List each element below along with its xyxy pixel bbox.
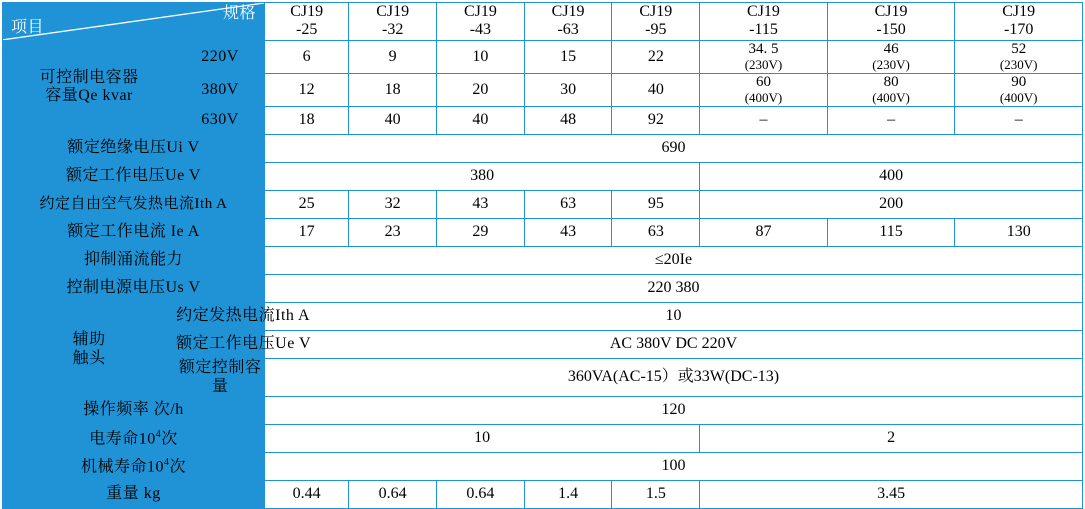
- row-rated-insulation-voltage: [3, 135, 1083, 163]
- row-label: 额定工作电压Ue V: [176, 331, 265, 359]
- aux-group-label: [3, 303, 176, 397]
- cell-value: 23: [349, 219, 437, 247]
- model-header: CJ19 -95: [612, 3, 700, 41]
- cell-value: –: [827, 107, 955, 135]
- table-header-row: [3, 3, 1083, 41]
- corner-right-label: 规格: [223, 5, 257, 22]
- cell-value: 43: [524, 219, 612, 247]
- row-label: 额定工作电流 Ie A: [3, 219, 265, 247]
- cell-value: 92: [612, 107, 700, 135]
- cell-value: 380: [265, 163, 700, 191]
- row-rated-operating-current: [3, 219, 1083, 247]
- cell-value: 90 (400V): [955, 73, 1083, 106]
- cell-value: 115: [827, 219, 955, 247]
- model-header: CJ19 -25: [265, 3, 349, 41]
- cell-value: 30: [524, 73, 612, 106]
- model-header: CJ19 -115: [700, 3, 828, 41]
- cell-value: 120: [265, 396, 1083, 424]
- cell-value: 10: [437, 40, 525, 73]
- cell-value: 52 (230V): [955, 40, 1083, 73]
- row-mechanical-life: [3, 452, 1083, 480]
- cell-value: 17: [265, 219, 349, 247]
- cell-value: 360VA(AC-15）或33W(DC-13): [265, 359, 1083, 397]
- cell-value: 6: [265, 40, 349, 73]
- cell-value: 63: [524, 191, 612, 219]
- row-label: 约定发热电流Ith A: [176, 303, 265, 331]
- aux-label-line2: 触头: [72, 349, 106, 367]
- model-header: CJ19 -150: [827, 3, 955, 41]
- cell-value: 0.44: [265, 480, 349, 508]
- cell-value: 60 (400V): [700, 73, 828, 106]
- cell-value: 40: [612, 73, 700, 106]
- cell-value: ≤20Ie: [265, 247, 1083, 275]
- row-electrical-life: [3, 424, 1083, 452]
- cell-value: 87: [700, 219, 828, 247]
- cell-value: 48: [524, 107, 612, 135]
- cell-value: 20: [437, 73, 525, 106]
- cell-value: 18: [265, 107, 349, 135]
- cell-value: 100: [265, 452, 1083, 480]
- cell-value: 22: [612, 40, 700, 73]
- spec-table-page: [0, 2, 1085, 503]
- cell-value: 1.5: [612, 480, 700, 508]
- row-label: 抑制涌流能力: [3, 247, 265, 275]
- corner-left-label: 项目: [11, 19, 45, 37]
- cell-value: 29: [437, 219, 525, 247]
- cell-value: 43: [437, 191, 525, 219]
- cell-value: 0.64: [437, 480, 525, 508]
- cell-value: 18: [349, 73, 437, 106]
- cell-value: 12: [265, 73, 349, 106]
- cell-value: 10: [265, 303, 1083, 331]
- row-label: 额定控制容量: [176, 359, 265, 397]
- cell-value: 2: [700, 424, 1083, 452]
- cell-value: 40: [437, 107, 525, 135]
- cell-value: 130: [955, 219, 1083, 247]
- corner-header-cell: [3, 3, 265, 41]
- cell-value: –: [700, 107, 828, 135]
- row-capacity-220v: [3, 40, 1083, 73]
- cell-value: 34. 5 (230V): [700, 40, 828, 73]
- specification-table: [2, 2, 1083, 509]
- model-header: CJ19 -170: [955, 3, 1083, 41]
- cell-value: 63: [612, 219, 700, 247]
- row-label: 机械寿命$10^4$次: [3, 452, 265, 480]
- cell-value: 1.4: [524, 480, 612, 508]
- cell-value: 32: [349, 191, 437, 219]
- row-control-supply-voltage: [3, 275, 1083, 303]
- capacity-group-label: [3, 40, 176, 134]
- voltage-label-380v: 380V: [176, 73, 265, 106]
- row-conventional-free-air-thermal-current: [3, 191, 1083, 219]
- row-label: 重量 kg: [3, 480, 265, 508]
- row-inrush-current-suppression: [3, 247, 1083, 275]
- cell-value: 3.45: [700, 480, 1083, 508]
- model-header: CJ19 -43: [437, 3, 525, 41]
- cell-value: 46 (230V): [827, 40, 955, 73]
- cell-value: 220 380: [265, 275, 1083, 303]
- cell-value: 15: [524, 40, 612, 73]
- row-label: 额定绝缘电压Ui V: [3, 135, 265, 163]
- cell-value: AC 380V DC 220V: [265, 331, 1083, 359]
- aux-label-line1: 辅助: [72, 331, 106, 349]
- row-label: 控制电源电压Us V: [3, 275, 265, 303]
- cell-value: 95: [612, 191, 700, 219]
- capacity-label-line2: 容量Qe kvar: [45, 87, 133, 105]
- cell-value: 0.64: [349, 480, 437, 508]
- row-weight: [3, 480, 1083, 508]
- cell-value: 40: [349, 107, 437, 135]
- cell-value: 200: [700, 191, 1083, 219]
- row-operating-frequency: [3, 396, 1083, 424]
- voltage-label-630v: 630V: [176, 107, 265, 135]
- cell-value: 80 (400V): [827, 73, 955, 106]
- row-label: 额定工作电压Ue V: [3, 163, 265, 191]
- model-header: CJ19 -32: [349, 3, 437, 41]
- cell-value: 9: [349, 40, 437, 73]
- row-label: 电寿命$10^4$次: [3, 424, 265, 452]
- cell-value: 400: [700, 163, 1083, 191]
- cell-value: –: [955, 107, 1083, 135]
- cell-value: 10: [265, 424, 700, 452]
- row-aux-thermal-current: [3, 303, 1083, 331]
- cell-value: 25: [265, 191, 349, 219]
- row-label: 操作频率 次/h: [3, 396, 265, 424]
- voltage-label-220v: 220V: [176, 40, 265, 73]
- model-header: CJ19 -63: [524, 3, 612, 41]
- capacity-label-line1: 可控制电容器: [39, 69, 139, 87]
- row-label: 约定自由空气发热电流Ith A: [3, 191, 265, 219]
- cell-value: 690: [265, 135, 1083, 163]
- row-rated-operating-voltage: [3, 163, 1083, 191]
